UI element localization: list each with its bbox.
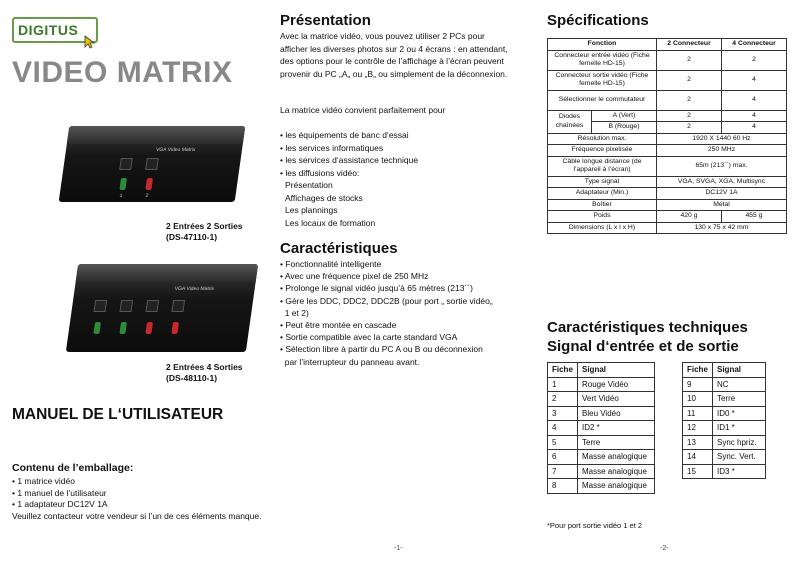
table-row: 3 Bleu Vidéo	[548, 406, 655, 421]
device-brand: VGA Video Matrix	[174, 286, 215, 292]
table-row: Poids 420 g 455 g	[548, 211, 787, 223]
table-row: 9 NC	[683, 377, 766, 392]
list-item: • Sélection libre à partir du PC A ou B ou déconnexion	[280, 344, 483, 355]
list-subitem: Présentation	[285, 180, 333, 190]
contents-item: • 1 matrice vidéo	[12, 476, 75, 486]
table-row: 7 Masse analogique	[548, 464, 655, 479]
table-row: 8 Masse analogique	[548, 479, 655, 494]
list-item: • Sortie compatible avec la carte standard VGA	[280, 332, 458, 343]
cursor-icon	[84, 35, 96, 49]
page-number-left: -1-	[394, 545, 403, 552]
table-row: Sélectionner le commutateur 2 4	[548, 90, 787, 110]
table-header-row: Fiche Signal	[548, 363, 655, 378]
device-image-2x4	[66, 264, 258, 352]
list-subitem: Affichages de stocks	[285, 192, 363, 203]
table-header-row	[548, 39, 787, 51]
list-item: • les équipements de banc d‘essai	[280, 130, 409, 140]
list-item: • les services informatiques	[280, 142, 384, 153]
table-row: 11 ID0 *	[683, 406, 766, 421]
page-number-right: -2-	[660, 545, 669, 552]
list-item: • Peut être montée en cascade	[280, 320, 397, 331]
signal-table-left	[547, 362, 655, 494]
table-row: Boîtier Métal	[548, 199, 787, 211]
specs-title: Spécifications	[547, 12, 649, 29]
list-subitem: Les plannings	[285, 205, 338, 215]
device1-caption: 2 Entrées 2 Sorties (DS-47110-1)	[166, 221, 243, 242]
presentation-title: Présentation	[280, 12, 371, 29]
list-item: • Prolonge le signal vidéo jusqu’à 65 mètres (213´´)	[280, 283, 473, 294]
table-row: 5 Terre	[548, 435, 655, 450]
contents-note: Veuillez contacteur votre vendeur si l’un de ces éléments manque.	[12, 510, 262, 521]
table-row: Résolution max. 1920 X 1440 60 Hz	[548, 133, 787, 145]
signal-table-right	[682, 362, 766, 479]
list-item: 1 et 2)	[280, 307, 309, 318]
list-item: • Gère les DDC, DDC2, DDC2B (pour port „ sortie vidéo„	[280, 295, 493, 306]
device2-caption: 2 Entrées 4 Sorties (DS-48110-1)	[166, 362, 243, 383]
caracteristiques-title: Caractéristiques	[280, 240, 398, 257]
presentation-para2: La matrice vidéo convient parfaitement pour	[280, 105, 446, 115]
presentation-para1: Avec la matrice vidéo, vous pouvez utiliser 2 PCs pour afficher les diverses photos sur 2 ou 4 écrans : en attendant, des options pour le contrôle de l’affichage à l’écran peuvent provenir du PC „A„ ou „B„ ou simplement de la déconnexion.	[280, 31, 508, 79]
table-row: 4 ID2 *	[548, 421, 655, 436]
device-image-2x2: VGA Video Matrix 1 2	[59, 126, 246, 202]
device-brand: VGA Video Matrix	[155, 147, 196, 153]
specs-table	[547, 38, 787, 234]
table-row: 14 Sync. Vert.	[683, 450, 766, 465]
list-subitem: Les locaux de formation	[285, 217, 376, 228]
table-row: Fréquence pixelisée 250 MHz	[548, 145, 787, 157]
table-row: 6 Masse analogique	[548, 450, 655, 465]
table-row: 10 Terre	[683, 392, 766, 407]
list-item: • Fonctionnalité intelligente	[280, 259, 382, 269]
table-row: Connecteur entrée vidéo (Fiche femelle HD-15) 2 2	[548, 50, 787, 70]
contents-list	[12, 476, 262, 522]
column-header: Fonction	[548, 39, 657, 51]
table-row: Diodes chaînées A (Vert) 2 4	[548, 110, 787, 122]
manual-title: MANUEL DE L‘UTILISATEUR	[12, 406, 224, 423]
table-row: Dimensions (L x l x H) 130 x 75 x 42 mm	[548, 222, 787, 234]
contents-item: • 1 manuel de l’utilisateur	[12, 487, 107, 498]
contents-title: Contenu de l’emballage:	[12, 462, 134, 474]
list-item: • les diffusions vidéo:	[280, 167, 360, 178]
column-header: 4 Connecteur	[722, 39, 787, 51]
table-row: Câble longue distance (de l’appareil à l’écran) 65m (213´´) max.	[548, 156, 787, 176]
table-row: 1 Rouge Vidéo	[548, 377, 655, 392]
table-row: B (Rouge) 2 4	[548, 122, 787, 134]
list-item: • Avec une fréquence pixel de 250 MHz	[280, 271, 429, 282]
table-row: Adaptateur (Min.) DC12V 1A	[548, 188, 787, 200]
table-row: 13 Sync hpriz.	[683, 435, 766, 450]
table-row: 12 ID1 *	[683, 421, 766, 436]
table-row: 2 Vert Vidéo	[548, 392, 655, 407]
table-header-row: Fiche Signal	[683, 363, 766, 378]
table-row: 15 ID3 *	[683, 464, 766, 479]
product-title: VIDEO MATRIX	[12, 56, 233, 89]
list-item: par l’interrupteur du panneau avant.	[280, 356, 420, 367]
table-row: Type signal VGA, SVGA, XGA, Multisync	[548, 176, 787, 188]
presentation-bullets	[280, 129, 514, 229]
table-row: Connecteur sortie vidéo (Fiche femelle HD-15) 2 4	[548, 70, 787, 90]
logo-text: DIGITUS	[18, 22, 79, 38]
caracteristiques-bullets	[280, 258, 530, 368]
contents-item: • 1 adaptateur DC12V 1A	[12, 499, 108, 509]
column-header: 2 Connecteur	[657, 39, 722, 51]
list-item: • les services d‘assistance technique	[280, 155, 419, 165]
signal-title: Caractéristiques techniques Signal d‘entrée et de sortie	[547, 319, 748, 355]
signal-note: *Pour port sortie vidéo 1 et 2	[547, 521, 643, 530]
